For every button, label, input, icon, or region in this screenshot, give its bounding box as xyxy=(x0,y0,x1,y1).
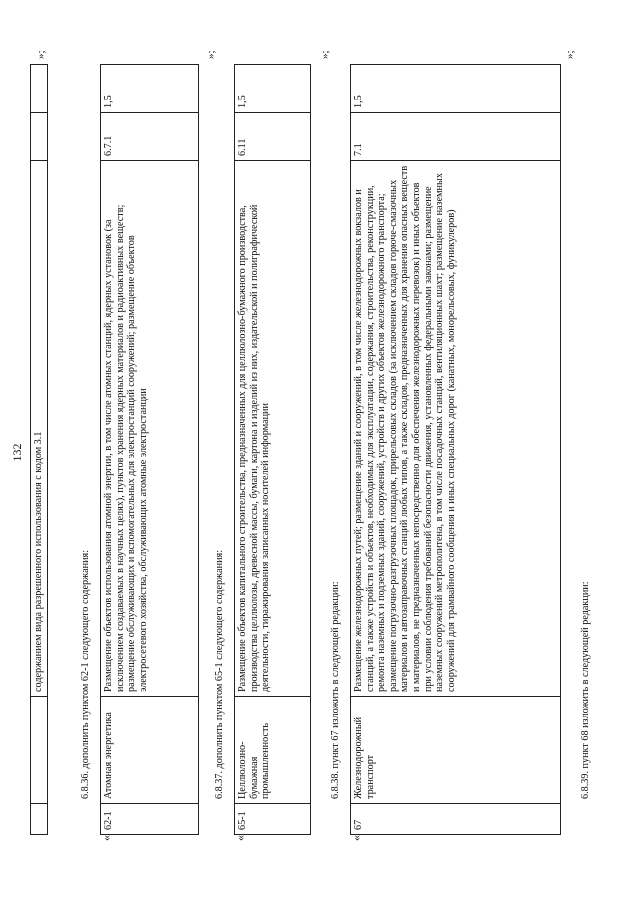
use-code: 7.1 xyxy=(351,113,561,161)
section-intro: 6.8.38. пункт 67 изложить в следующей редакции: xyxy=(330,581,341,799)
top-fragment-table xyxy=(30,65,48,835)
table-row xyxy=(101,65,199,835)
opening-quote: « xyxy=(349,835,363,841)
use-code: 6.11 xyxy=(235,113,311,161)
empty-cell xyxy=(31,804,48,835)
section-table xyxy=(100,65,199,835)
closing-quote: »; xyxy=(35,50,47,59)
use-name: Железнодорожный транспорт xyxy=(351,697,561,804)
use-description: Размещение объектов использования атомной энергии, в том числе атомных станций, ядерных установок (за исключением создаваемых в научных целях), пунктов хранения ядерных материалов и радиоактивных веществ; размещение обслуживающих и вспомогательных для электростанций сооружений; размещение объектов электросетевого хозяйства, обслуживающих атомные электростанции xyxy=(101,161,199,697)
size-value: 1,5 xyxy=(101,65,199,113)
table-row xyxy=(31,65,48,835)
closing-quote: »; xyxy=(564,50,576,59)
section-intro: 6.8.36. дополнить пунктом 62-1 следующего содержания: xyxy=(80,549,91,799)
use-name: Атомная энергетика xyxy=(101,697,199,804)
closing-quote: »; xyxy=(319,50,331,59)
opening-quote: « xyxy=(99,835,113,841)
use-name: Целлюлозно-бумажная промышленность xyxy=(235,697,311,804)
page-number: 132 xyxy=(10,443,24,462)
section-intro: 6.8.37. дополнить пунктом 65-1 следующего содержания: xyxy=(214,549,225,799)
fragment-text: содержанием вида разрешенного использования с кодом 3.1 xyxy=(31,161,48,697)
use-description: Размещение объектов капитального строительства, предназначенных для целлюлозно-бумажного производства, производства целлюлозы, древесной массы, бумаги, картона и изделий из них, издательской и полиграфической деятельности, тиражирования записанных носителей информации xyxy=(235,161,311,697)
empty-cell xyxy=(31,113,48,161)
opening-quote: « xyxy=(233,835,247,841)
size-value: 1,5 xyxy=(235,65,311,113)
row-number: 67 xyxy=(351,804,561,835)
row-number: 62-1 xyxy=(101,804,199,835)
table-row xyxy=(235,65,311,835)
use-description: Размещение железнодорожных путей; размещение зданий и сооружений, в том числе железнодорожных вокзалов и станций, а также устройств и объектов, необходимых для эксплуатации, содержания, строительства, реконструкции, ремонта наземных и подземных зданий, сооружений, устройств и других объектов железнодорожного транспорта; размещение погрузочно-разгрузочных площадок, прирельсовых складов (за исключением складов горюче-смазочных материалов и автозаправочных станций любых типов, а также складов, предназначенных для хранения опасных веществ и материалов, не предназначенных непосредственно для обеспечения железнодорожных перевозок) и иных объектов при условии соблюдения требований безопасности движения, установленных федеральными законами; размещение наземных сооружений метрополитена, в том числе посадочных станций, вентиляционных шахт; размещение наземных сооружений для трамвайного сообщения и иных специальных дорог (канатных, монорельсовых, фуникулеров) xyxy=(351,161,561,697)
empty-cell xyxy=(31,697,48,804)
closing-quote: »; xyxy=(205,50,217,59)
size-value: 1,5 xyxy=(351,65,561,113)
row-number: 65-1 xyxy=(235,804,311,835)
use-code: 6.7.1 xyxy=(101,113,199,161)
table-row xyxy=(351,65,561,835)
section-intro: 6.8.39. пункт 68 изложить в следующей редакции: xyxy=(580,581,591,799)
section-table xyxy=(234,65,311,835)
empty-cell xyxy=(31,65,48,113)
section-table xyxy=(350,65,561,835)
